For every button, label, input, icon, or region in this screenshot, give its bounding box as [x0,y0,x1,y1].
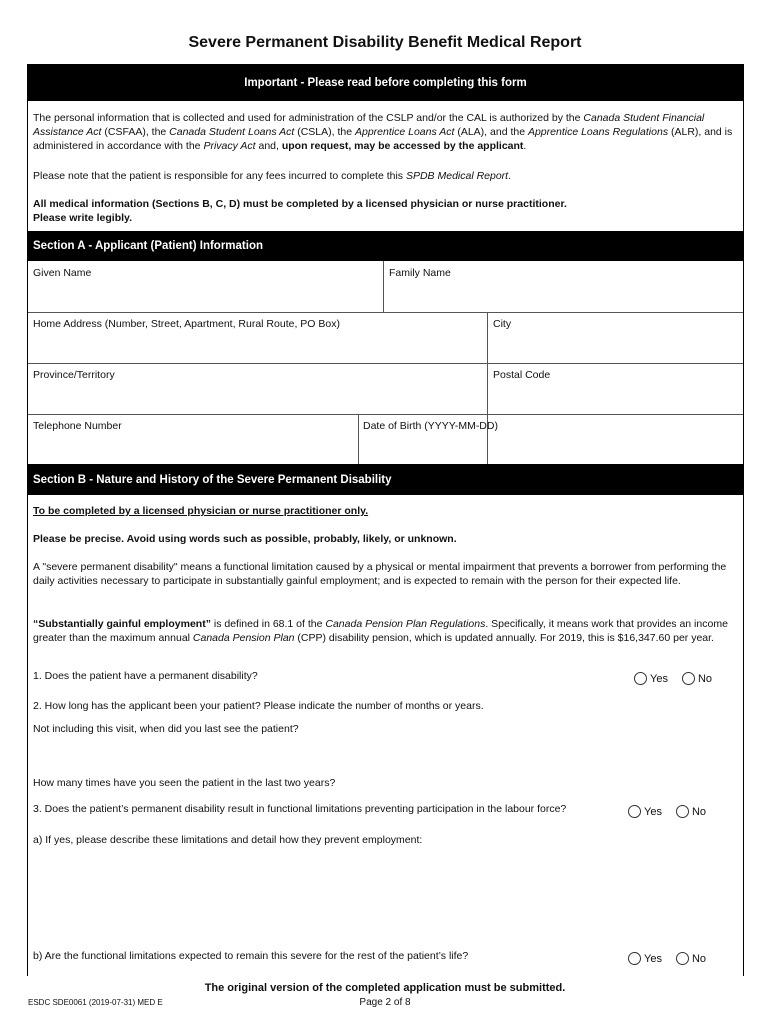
licensed-notice: All medical information (Sections B, C, D) must be completed by a licensed physician or nurse practitioner. Please write legibly. [33,198,567,224]
q3b-yes-radio[interactable] [628,952,641,965]
q3-yes-radio[interactable] [628,805,641,818]
question-2c: How many times have you seen the patient in the last two years? [33,777,336,789]
home-address-field[interactable]: Home Address (Number, Street, Apartment, Rural Route, PO Box) [33,318,340,330]
given-name-field[interactable]: Given Name [33,267,92,279]
city-field[interactable]: City [493,318,512,330]
telephone-field[interactable]: Telephone Number [33,420,122,432]
form-id: ESDC SDE0061 (2019-07-31) MED E [28,998,163,1007]
dob-field[interactable]: Date of Birth (YYYY-MM-DD) [363,420,498,432]
q1-no-radio[interactable] [682,672,695,685]
question-3b: b) Are the functional limitations expected to remain this severe for the rest of the patient’s life? [33,950,469,962]
question-2: 2. How long has the applicant been your patient? Please indicate the number of months or years. [33,700,484,712]
submission-notice: The original version of the completed application must be submitted. [204,982,566,994]
q1-options: Yes No [634,672,726,685]
physician-only-notice: To be completed by a licensed physician or nurse practitioner only. [33,505,369,517]
section-b-header: Section B - Nature and History of the Severe Permanent Disability [28,464,743,495]
q3b-options: Yes No [628,952,720,965]
province-field[interactable]: Province/Territory [33,369,115,381]
q3-options: Yes No [628,805,720,818]
precise-notice: Please be precise. Avoid using words such as possible, probably, likely, or unknown. [33,533,457,545]
spd-definition: A "severe permanent disability" means a functional limitation caused by a physical or mental impairment that prevents a borrower from performing the daily activities necessary to participate in substantially gainful employment; and is expected to remain with the person for their expected life. [33,561,727,587]
q3-no-radio[interactable] [676,805,689,818]
sge-definition: “Substantially gainful employment” is defined in 68.1 of the Canada Pension Plan Regulations. Specifically, it means work that provides an income greater than the maximum annual Canada Pension Plan (CPP) disability pension, which is updated annually. For 2019, this is $16,347.60 per year. [33,618,728,644]
form-frame [27,64,744,976]
question-2b: Not including this visit, when did you last see the patient? [33,723,299,735]
page-title: Severe Permanent Disability Benefit Medical Report [188,34,582,51]
question-3: 3. Does the patient’s permanent disability result in functional limitations preventing participation in the labour force? [33,803,567,815]
important-header: Important - Please read before completing this form [28,65,743,101]
q1-yes-radio[interactable] [634,672,647,685]
page-number: Page 2 of 8 [359,997,411,1008]
q3b-no-radio[interactable] [676,952,689,965]
question-3a: a) If yes, please describe these limitations and detail how they prevent employment: [33,834,423,846]
question-1: 1. Does the patient have a permanent disability? [33,670,258,682]
fees-paragraph: Please note that the patient is responsible for any fees incurred to complete this SPDB Medical Report. [33,170,512,182]
section-a-header: Section A - Applicant (Patient) Information [28,231,743,261]
postal-code-field[interactable]: Postal Code [493,369,551,381]
privacy-paragraph: The personal information that is collected and used for administration of the CSLP and/or the CAL is authorized by the Canada Student Financial Assistance Act (CSFAA), the Canada Student Loans Act (CSLA), the Apprentice Loans Act (ALA), and the Apprentice Loans Regulations (ALR), and is administered in accordance with the Privacy Act and, upon request, may be accessed by the applicant. [33,112,733,152]
family-name-field[interactable]: Family Name [389,267,451,279]
